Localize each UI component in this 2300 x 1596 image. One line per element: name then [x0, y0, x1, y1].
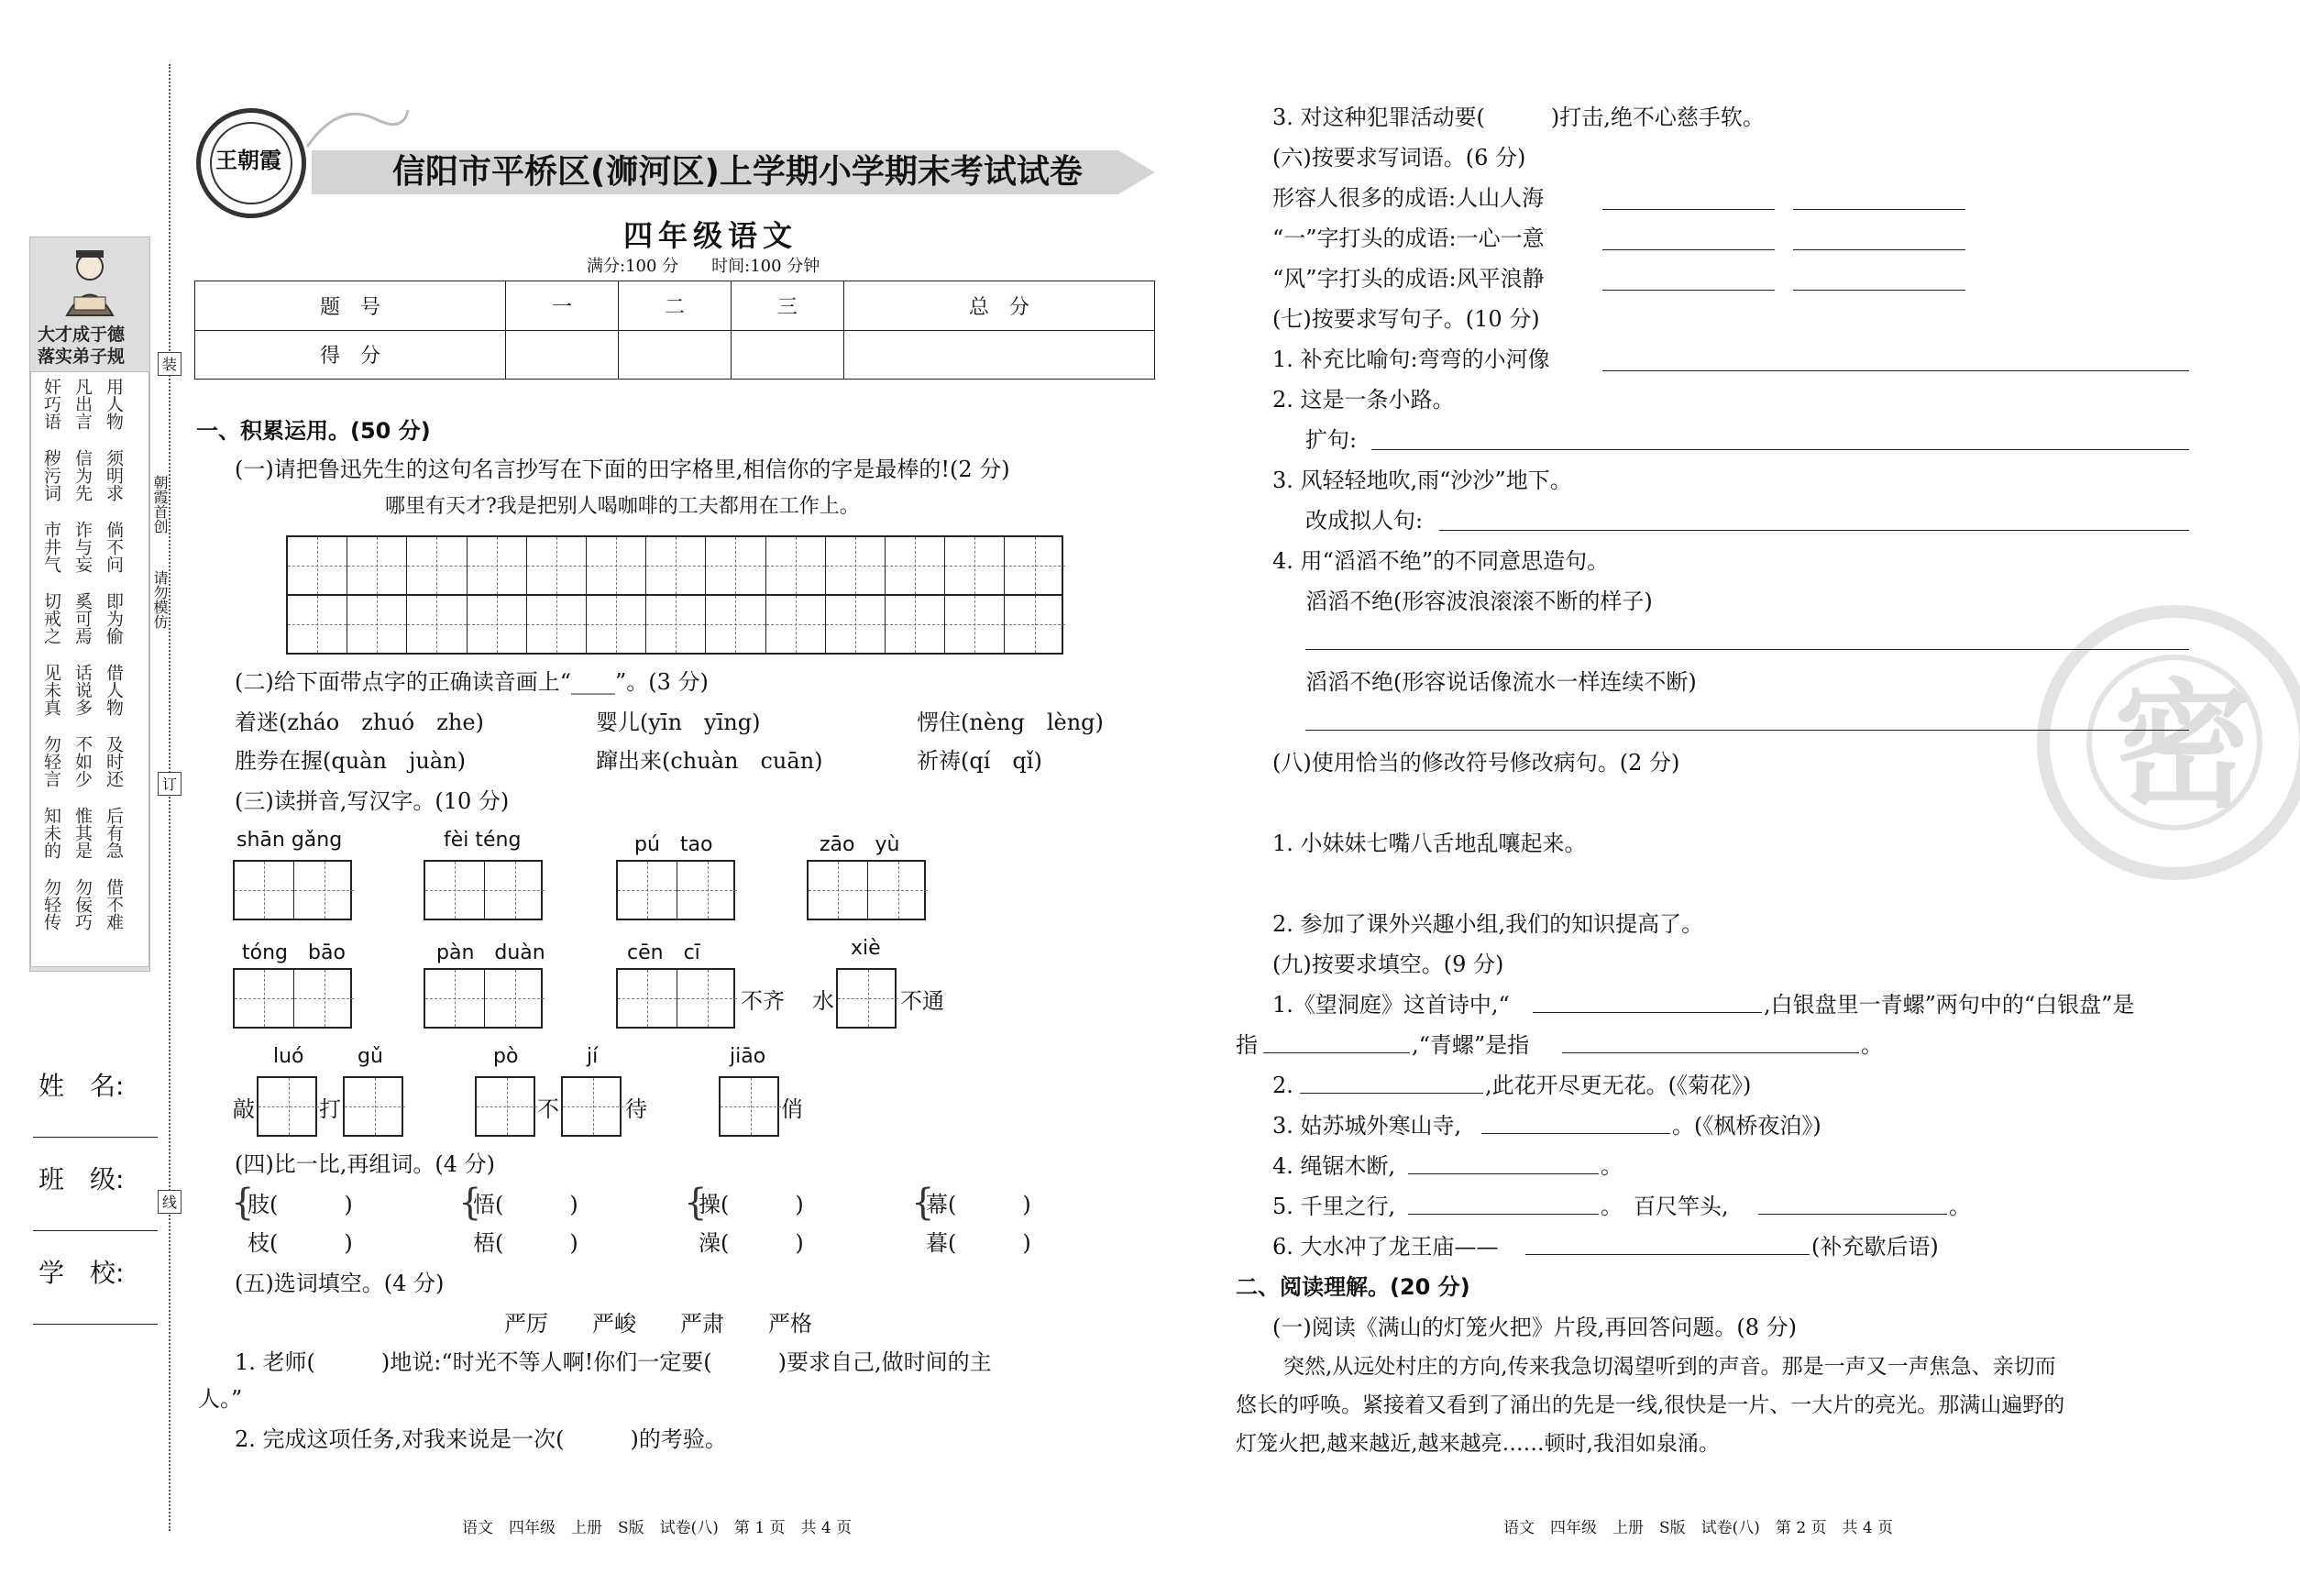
- q3-pinyin: pò: [493, 1045, 519, 1068]
- q3-pinyin: zāo yù: [820, 833, 900, 856]
- q9-1e: 。: [1861, 1032, 1883, 1058]
- grid-cell[interactable]: [563, 1078, 623, 1135]
- subject-title: 四年级语文: [623, 218, 798, 253]
- grid-cell[interactable]: [347, 537, 407, 594]
- q8-item-1[interactable]: 1. 小妹妹七嘴八舌地乱嚷起来。: [1272, 831, 1587, 856]
- q7-item-4: 4. 用“滔滔不绝”的不同意思造句。: [1272, 548, 1610, 574]
- q9-answer[interactable]: [1533, 1012, 1762, 1013]
- q7-answer-3[interactable]: [1439, 530, 2189, 531]
- exam-meta: 满分:100 分 时间:100 分钟: [587, 257, 820, 276]
- grid-cell[interactable]: [477, 1078, 537, 1135]
- name-field[interactable]: [33, 1137, 158, 1138]
- motto-text: 勿佞巧: [72, 878, 93, 930]
- grid-cell[interactable]: [347, 596, 407, 653]
- grid-cell[interactable]: [766, 537, 826, 594]
- q3-pinyin: jiāo: [730, 1045, 766, 1068]
- q7-item-2-label: 扩句:: [1305, 427, 1358, 453]
- q9-answer[interactable]: [1408, 1214, 1599, 1215]
- q9-answer[interactable]: [1758, 1214, 1947, 1215]
- motto-group: [40, 807, 149, 864]
- q3-answer-grid[interactable]: [561, 1076, 622, 1137]
- q9-5c: 。: [1949, 1194, 1971, 1219]
- grid-cell[interactable]: [838, 970, 898, 1027]
- grid-cell[interactable]: [235, 970, 294, 1027]
- q3-pinyin: shān gǎng: [237, 829, 343, 852]
- motto-text: 信为先: [72, 449, 93, 501]
- q3-answer-grid[interactable]: [424, 968, 543, 1029]
- page-2-footer: 语文 四年级 上册 S版 试卷(八) 第 2 页 共 4 页: [1503, 1519, 1894, 1537]
- q5-item-1b[interactable]: 人。”: [198, 1386, 243, 1412]
- q5-word-bank: 严厉 严峻 严肃 严格: [504, 1311, 812, 1337]
- grid-cell[interactable]: [677, 970, 737, 1027]
- grid-cell[interactable]: [527, 596, 587, 653]
- ribbon-swirl: [303, 101, 413, 156]
- q7-answer-2[interactable]: [1371, 449, 2189, 450]
- q6-item: “风”字打头的成语:风平浪静: [1272, 266, 1545, 292]
- q7-item-2: 2. 这是一条小路。: [1272, 387, 1455, 413]
- motto-text: 勿轻言: [41, 735, 61, 787]
- q3-middle: 不: [537, 1096, 559, 1122]
- grid-cell[interactable]: [407, 596, 467, 653]
- q3-pinyin: cēn cī: [627, 941, 700, 964]
- motto-text: 借不难: [104, 878, 124, 930]
- motto-text: 诈与妄: [72, 521, 93, 573]
- grid-cell[interactable]: [868, 862, 928, 919]
- grid-cell[interactable]: [407, 537, 467, 594]
- q3-suffix: 不齐: [741, 988, 785, 1014]
- name-label: 姓 名:: [39, 1071, 125, 1101]
- score-header-cell: 三: [731, 281, 843, 331]
- q3-answer-grid[interactable]: [616, 860, 735, 920]
- q9-1c: 指: [1236, 1032, 1258, 1058]
- q6-answer[interactable]: [1793, 290, 1965, 291]
- q3-answer-grid[interactable]: [807, 860, 926, 920]
- motto-text: 用人物: [104, 378, 124, 430]
- score-table: [194, 281, 1155, 380]
- score-header-cell: 题 号: [195, 281, 506, 331]
- motto-text: 须明求: [104, 449, 124, 501]
- q7-answer-1[interactable]: [1602, 370, 2189, 371]
- q5-item-1a[interactable]: 1. 老师( )地说:“时光不等人啊!你们一定要( )要求自己,做时间的主: [235, 1349, 992, 1375]
- q3-answer-grid[interactable]: [475, 1076, 535, 1137]
- q7-item-3: 3. 风轻轻地吹,雨“沙沙”地下。: [1272, 468, 1572, 493]
- motto-text: 话说多: [72, 664, 93, 716]
- q4-item[interactable]: 操( ): [699, 1192, 804, 1217]
- motto-text: 勿轻传: [41, 878, 61, 930]
- reading-1-paragraph: 悠长的呼唤。紧接着又看到了涌出的先是一线,很快是一片、一大片的亮光。那满山遍野的: [1236, 1393, 2065, 1417]
- motto-text: 秽污词: [41, 449, 61, 501]
- score-input-cell[interactable]: [843, 330, 1154, 380]
- motto-text: 不如少: [72, 735, 93, 787]
- q7-item-4b: 滔滔不绝(形容说话像流水一样连续不断): [1305, 669, 1697, 695]
- q1-quote: 哪里有天才?我是把别人喝咖啡的工夫都用在工作上。: [385, 495, 860, 518]
- q3-suffix: 俏: [781, 1096, 803, 1122]
- motto-group: [40, 592, 149, 650]
- q5-item-3[interactable]: 3. 对这种犯罪活动要( )打击,绝不心慈手软。: [1272, 105, 1765, 130]
- q7-item-1: 1. 补充比喻句:弯弯的小河像: [1272, 347, 1550, 372]
- motto-text: 借人物: [104, 664, 124, 716]
- q9-4: 4. 绳锯木断,: [1272, 1153, 1396, 1179]
- score-header-row: [195, 281, 1155, 331]
- q6-answer[interactable]: [1602, 290, 1775, 291]
- grid-cell[interactable]: [294, 862, 354, 919]
- q9-prompt: (九)按要求填空。(9 分): [1272, 952, 1504, 977]
- q3-pinyin: gǔ: [358, 1045, 383, 1068]
- q6-answer[interactable]: [1793, 209, 1965, 210]
- q9-answer[interactable]: [1408, 1173, 1599, 1174]
- q4-item[interactable]: 枝( ): [248, 1230, 353, 1256]
- q3-answer-grid[interactable]: [257, 1076, 317, 1137]
- score-input-cell[interactable]: [619, 330, 732, 380]
- motto-line-1: 大才成于德: [38, 325, 126, 345]
- q7-answer-4b[interactable]: [1305, 730, 2189, 731]
- q3-answer-grid[interactable]: [233, 860, 352, 920]
- q3-pinyin: jí: [587, 1045, 599, 1068]
- exam-title: 信阳市平桥区(浉河区)上学期小学期末考试试卷: [392, 153, 1083, 191]
- q2-item[interactable]: 祈祷(qí qǐ): [917, 748, 1042, 774]
- reading-1-paragraph: 突然,从远处村庄的方向,传来我急切渴望听到的声音。那是一声又一声焦急、亲切而: [1283, 1355, 2056, 1379]
- motto-text: 凡出言: [72, 378, 93, 430]
- q2-item[interactable]: 蹿出来(chuàn cuān): [596, 748, 823, 774]
- q6-prompt: (六)按要求写词语。(6 分): [1272, 145, 1526, 171]
- grid-cell[interactable]: [288, 596, 347, 653]
- motto-text: 市井气: [41, 521, 61, 573]
- motto-text: 奸巧语: [41, 378, 61, 430]
- score-input-cell[interactable]: [731, 330, 843, 380]
- grid-cell[interactable]: [485, 862, 545, 919]
- grid-cell[interactable]: [259, 1078, 319, 1135]
- grid-cell[interactable]: [706, 596, 765, 653]
- q4-brace: {: [911, 1182, 935, 1224]
- q9-4b: 。: [1601, 1153, 1623, 1179]
- motto-group: [40, 735, 149, 793]
- q6-answer[interactable]: [1793, 249, 1965, 250]
- grid-cell[interactable]: [1005, 537, 1065, 594]
- section-1-title: 一、积累运用。(50 分): [196, 418, 431, 444]
- grid-cell[interactable]: [527, 537, 587, 594]
- q9-answer[interactable]: [1300, 1093, 1483, 1094]
- q4-brace: {: [231, 1182, 255, 1224]
- q4-brace: {: [458, 1182, 482, 1224]
- q5-item-2[interactable]: 2. 完成这项任务,对我来说是一次( )的考验。: [235, 1426, 727, 1452]
- brand-logo-text: 王朝霞: [215, 147, 281, 173]
- grid-cell[interactable]: [468, 537, 527, 594]
- motto-panel: [29, 237, 150, 972]
- score-input-cell[interactable]: [506, 330, 619, 380]
- q2-item[interactable]: 婴儿(yīn yīng): [596, 710, 761, 735]
- grid-cell[interactable]: [886, 537, 945, 594]
- school-label: 学 校:: [39, 1258, 125, 1288]
- q4-item[interactable]: 肢( ): [248, 1192, 353, 1217]
- grid-cell[interactable]: [646, 596, 706, 653]
- q2-prompt: (二)给下面带点字的正确读音画上“____”。(3 分): [235, 669, 709, 695]
- grid-cell[interactable]: [235, 862, 294, 919]
- q3-answer-grid[interactable]: [616, 968, 735, 1029]
- grid-cell[interactable]: [425, 862, 485, 919]
- grid-cell[interactable]: [809, 862, 868, 919]
- q1-prompt: (一)请把鲁迅先生的这句名言抄写在下面的田字格里,相信你的字是最棒的!(2 分): [235, 457, 1010, 482]
- class-label: 班 级:: [39, 1164, 125, 1194]
- q2-item[interactable]: 胜券在握(quàn juàn): [235, 748, 466, 774]
- q4-item[interactable]: 悟( ): [473, 1192, 578, 1217]
- copyright-note-1: 朝霞首创: [151, 475, 169, 534]
- q7-prompt: (七)按要求写句子。(10 分): [1272, 306, 1540, 332]
- page-1-footer: 语文 四年级 上册 S版 试卷(八) 第 1 页 共 4 页: [462, 1519, 853, 1537]
- q9-1d: ,“青螺”是指: [1412, 1032, 1530, 1058]
- q7-item-3-label: 改成拟人句:: [1305, 508, 1424, 534]
- q9-answer[interactable]: [1481, 1133, 1670, 1134]
- q4-item[interactable]: 幕( ): [926, 1192, 1031, 1217]
- binding-line: [169, 64, 171, 1531]
- score-header-cell: 二: [619, 281, 732, 331]
- grid-cell[interactable]: [485, 970, 545, 1027]
- grid-cell[interactable]: [706, 537, 765, 594]
- q9-2b: ,此花开尽更无花。(《菊花》): [1485, 1073, 1752, 1098]
- q4-prompt: (四)比一比,再组词。(4 分): [235, 1151, 495, 1177]
- motto-columns: [30, 371, 149, 967]
- grid-cell[interactable]: [288, 537, 347, 594]
- q9-3: 3. 姑苏城外寒山寺,: [1272, 1113, 1462, 1139]
- school-field[interactable]: [33, 1324, 158, 1325]
- q3-prompt: (三)读拼音,写汉字。(10 分): [235, 788, 510, 814]
- q6-item: “一”字打头的成语:一心一意: [1272, 226, 1545, 251]
- q3-pinyin: luó: [273, 1045, 304, 1068]
- q1-writing-grid-row-2[interactable]: [286, 594, 1063, 655]
- q9-3b: 。(《枫桥夜泊》): [1672, 1113, 1821, 1139]
- grid-cell[interactable]: [618, 970, 677, 1027]
- grid-cell[interactable]: [826, 537, 886, 594]
- q9-6: 6. 大水冲了龙王庙——: [1272, 1234, 1499, 1260]
- q3-answer-grid[interactable]: [836, 968, 897, 1029]
- q7-item-4a: 滔滔不绝(形容波浪滚滚不断的样子): [1305, 589, 1653, 614]
- q9-6b: (补充歇后语): [1811, 1234, 1939, 1260]
- motto-text: 切戒之: [41, 592, 61, 644]
- motto-group: [40, 378, 149, 435]
- q3-prefix: 敲: [233, 1096, 255, 1122]
- motto-text: 惟其是: [72, 807, 93, 859]
- grid-cell[interactable]: [587, 596, 646, 653]
- motto-group: [40, 664, 149, 721]
- motto-group: [40, 521, 149, 578]
- grid-cell[interactable]: [886, 596, 945, 653]
- reading-1-prompt: (一)阅读《满山的灯笼火把》片段,再回答问题。(8 分): [1272, 1315, 1797, 1340]
- brand-logo: [196, 108, 306, 218]
- q3-pinyin: tóng bāo: [242, 941, 346, 964]
- grid-cell[interactable]: [677, 862, 737, 919]
- motto-text: 即为偷: [104, 592, 124, 644]
- q3-answer-grid[interactable]: [343, 1076, 403, 1137]
- q3-suffix: 待: [625, 1096, 647, 1122]
- grid-cell[interactable]: [1005, 596, 1065, 653]
- q3-prefix: 水: [812, 988, 834, 1014]
- motto-text: 倘不问: [104, 521, 124, 573]
- binding-mark-zhuang: 装: [158, 352, 182, 376]
- q3-answer-grid[interactable]: [424, 860, 543, 920]
- grid-cell[interactable]: [945, 537, 1005, 594]
- q7-answer-4a[interactable]: [1305, 649, 2189, 650]
- binding-mark-ding: 订: [158, 772, 182, 796]
- q9-2: 2.: [1272, 1073, 1293, 1098]
- q3-answer-grid[interactable]: [719, 1076, 779, 1137]
- q3-prefix: 打: [319, 1096, 341, 1122]
- score-header-cell: 一: [506, 281, 619, 331]
- q8-item-2[interactable]: 2. 参加了课外兴趣小组,我们的知识提高了。: [1272, 911, 1704, 937]
- copyright-note-2: 请勿模仿: [151, 570, 169, 629]
- motto-line-2: 落实弟子规: [38, 347, 126, 367]
- score-label-cell: 得 分: [195, 330, 506, 380]
- q4-brace: {: [684, 1182, 708, 1224]
- motto-text: 奚可焉: [72, 592, 93, 644]
- confidential-watermark: [2037, 605, 2300, 880]
- q3-suffix: 不通: [900, 988, 944, 1014]
- q3-pinyin: xiè: [851, 937, 881, 960]
- motto-text: 知未的: [41, 807, 61, 859]
- q4-item[interactable]: 暮( ): [926, 1230, 1031, 1256]
- q6-answer[interactable]: [1602, 209, 1775, 210]
- q4-item[interactable]: 澡( ): [699, 1230, 804, 1256]
- q3-answer-grid[interactable]: [233, 968, 352, 1029]
- class-field[interactable]: [33, 1230, 158, 1231]
- q2-item[interactable]: 愣住(nèng lèng): [917, 710, 1104, 735]
- grid-cell[interactable]: [646, 537, 706, 594]
- q9-answer[interactable]: [1562, 1052, 1859, 1053]
- motto-group: [40, 878, 149, 936]
- q9-5b: 。 百尺竿头,: [1601, 1194, 1729, 1219]
- q9-1b: ,白银盘里一青螺”两句中的“白银盘”是: [1764, 992, 2135, 1018]
- q3-pinyin: fèi téng: [444, 829, 522, 852]
- grid-cell[interactable]: [618, 862, 677, 919]
- binding-mark-xian: 线: [158, 1190, 182, 1214]
- grid-cell[interactable]: [294, 970, 354, 1027]
- q9-5: 5. 千里之行,: [1272, 1194, 1396, 1219]
- score-value-row: [195, 330, 1155, 380]
- score-header-cell: 总 分: [843, 281, 1154, 331]
- q5-prompt: (五)选词填空。(4 分): [235, 1271, 445, 1296]
- grid-cell[interactable]: [721, 1078, 781, 1135]
- grid-cell[interactable]: [425, 970, 485, 1027]
- q1-writing-grid-row-1[interactable]: [286, 535, 1063, 596]
- q3-pinyin: pú tao: [634, 833, 713, 856]
- scholar-illustration: [58, 247, 122, 320]
- grid-cell[interactable]: [826, 596, 886, 653]
- watermark-text: 密: [2114, 666, 2252, 827]
- q4-item[interactable]: 梧( ): [473, 1230, 578, 1256]
- grid-cell[interactable]: [766, 596, 826, 653]
- q6-answer[interactable]: [1602, 249, 1775, 250]
- q9-1a: 1.《望洞庭》这首诗中,“: [1272, 992, 1510, 1018]
- grid-cell[interactable]: [945, 596, 1005, 653]
- grid-cell[interactable]: [587, 537, 646, 594]
- q9-answer[interactable]: [1263, 1052, 1410, 1053]
- q9-answer[interactable]: [1525, 1254, 1810, 1255]
- reading-1-paragraph: 灯笼火把,越来越近,越来越亮……顿时,我泪如泉涌。: [1236, 1432, 1720, 1456]
- motto-text: 及时还: [104, 735, 124, 787]
- q3-pinyin: pàn duàn: [436, 941, 545, 964]
- grid-cell[interactable]: [468, 596, 527, 653]
- motto-group: [40, 449, 149, 507]
- section-2-title: 二、阅读理解。(20 分): [1236, 1274, 1470, 1300]
- motto-text: 见未真: [41, 664, 61, 716]
- motto-text: 后有急: [104, 807, 124, 859]
- q8-prompt: (八)使用恰当的修改符号修改病句。(2 分): [1272, 750, 1680, 776]
- q6-item: 形容人很多的成语:人山人海: [1272, 185, 1545, 211]
- grid-cell[interactable]: [345, 1078, 405, 1135]
- q2-item[interactable]: 着迷(zháo zhuó zhe): [235, 710, 484, 735]
